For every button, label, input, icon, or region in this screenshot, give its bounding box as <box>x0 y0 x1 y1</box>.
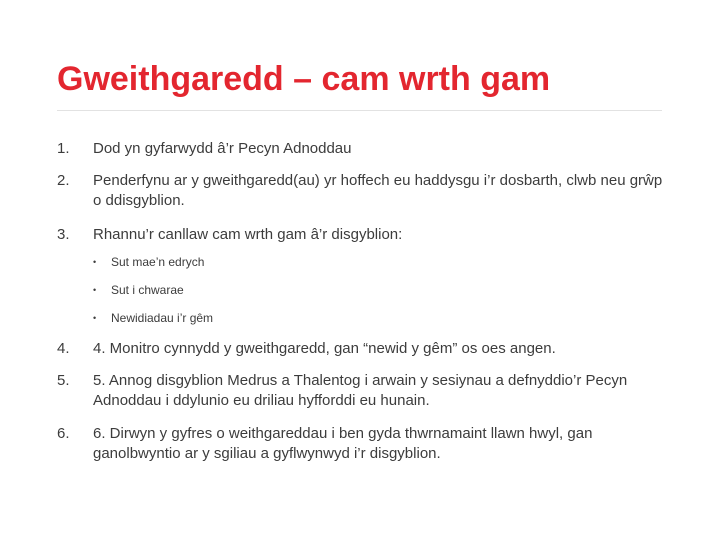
slide-title: Gweithgaredd – cam wrth gam <box>57 60 551 98</box>
bullet-icon: • <box>93 257 97 267</box>
list-number: 3. <box>57 226 70 243</box>
sub-item-2 <box>93 282 184 298</box>
sub-item-text: Sut i chwarae <box>111 283 184 297</box>
list-number: 5. <box>57 372 70 389</box>
list-number: 4. <box>57 340 70 357</box>
sub-item-1 <box>93 254 204 270</box>
list-number: 6. <box>57 425 70 442</box>
list-number: 2. <box>57 172 70 189</box>
list-text: Dod yn gyfarwydd â’r Pecyn Adnoddau <box>93 140 352 157</box>
sub-item-text: Sut mae’n edrych <box>111 255 205 269</box>
sub-item-3 <box>93 310 213 326</box>
list-text: 6. Dirwyn y gyfres o weithgareddau i ben gyda thwrnamaint llawn hwyl, gan ganolbwyntio ar y sgiliau a gyflwynwyd i’r disgyblion. <box>93 425 593 462</box>
title-divider <box>57 110 662 111</box>
list-text: Rhannu’r canllaw cam wrth gam â’r disgyblion: <box>93 226 403 243</box>
bullet-icon: • <box>93 313 97 323</box>
bullet-icon: • <box>93 285 97 295</box>
list-text: Penderfynu ar y gweithgaredd(au) yr hoffech eu haddysgu i’r dosbarth, clwb neu grŵp o ddisgyblion. <box>93 172 663 209</box>
sub-item-text: Newidiadau i’r gêm <box>111 311 214 325</box>
list-text: 5. Annog disgyblion Medrus a Thalentog i arwain y sesiynau a defnyddio’r Pecyn Adnoddau i ddylunio eu driliau hyfforddi eu hunain. <box>93 372 628 409</box>
list-number: 1. <box>57 140 70 157</box>
list-text: 4. Monitro cynnydd y gweithgaredd, gan “newid y gêm” os oes angen. <box>93 340 556 357</box>
